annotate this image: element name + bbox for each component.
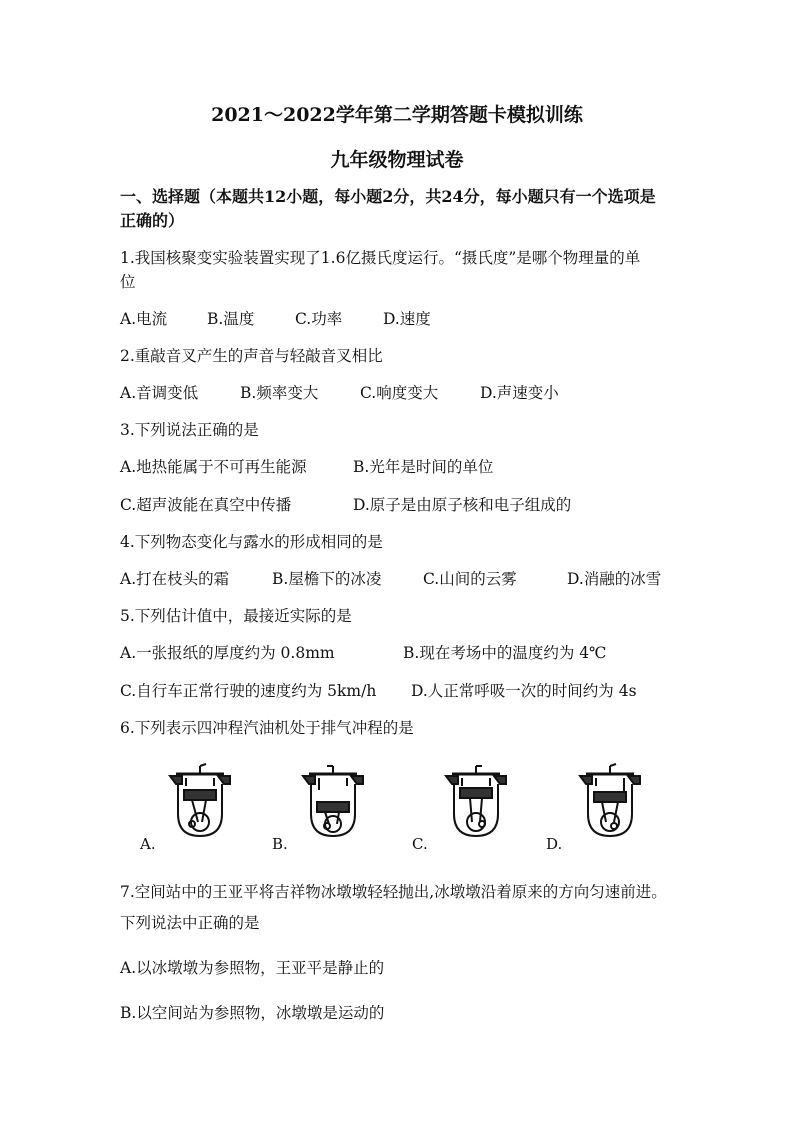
q1-option-a[interactable]: A.电流 [120, 310, 168, 328]
q4-option-c[interactable]: C.山间的云雾 [423, 570, 517, 588]
engine-label-c: C. [412, 835, 428, 853]
question-1-stem-cont: 位 [120, 273, 136, 291]
question-6-stem: 6.下列表示四冲程汽油机处于排气冲程的是 [120, 719, 414, 737]
q4-option-b[interactable]: B.屋檐下的冰凌 [272, 570, 382, 588]
q7-option-a[interactable]: A.以冰墩墩为参照物，王亚平是静止的 [120, 959, 385, 977]
q3-option-c[interactable]: C.超声波能在真空中传播 [120, 496, 292, 514]
q5-option-b[interactable]: B.现在考场中的温度约为 4℃ [403, 644, 607, 662]
question-2-stem: 2.重敲音叉产生的声音与轻敲音叉相比 [120, 347, 383, 365]
engine-diagram-b[interactable] [295, 762, 371, 842]
q2-option-c[interactable]: C.响度变大 [360, 384, 439, 402]
question-7-stem-cont: 下列说法中正确的是 [120, 914, 260, 932]
engine-diagram-a[interactable] [162, 762, 238, 842]
q1-option-b[interactable]: B.温度 [207, 310, 255, 328]
q2-option-b[interactable]: B.频率变大 [240, 384, 319, 402]
q4-option-a[interactable]: A.打在枝头的霜 [120, 570, 230, 588]
engine-label-b: B. [272, 835, 288, 853]
q3-option-b[interactable]: B.光年是时间的单位 [353, 458, 494, 476]
engine-diagram-d[interactable] [572, 762, 648, 842]
q7-option-b[interactable]: B.以空间站为参照物，冰墩墩是运动的 [120, 1004, 385, 1022]
q2-option-a[interactable]: A.音调变低 [120, 384, 199, 402]
engine-label-a: A. [140, 835, 156, 853]
question-7-stem: 7.空间站中的王亚平将吉祥物冰墩墩轻轻抛出,冰墩墩沿着原来的方向匀速前进。 [120, 883, 667, 901]
question-4-stem: 4.下列物态变化与露水的形成相同的是 [120, 533, 383, 551]
q4-option-d[interactable]: D.消融的冰雪 [567, 570, 662, 588]
engine-diagram-c[interactable] [438, 762, 514, 842]
exam-title: 2021～2022学年第二学期答题卡模拟训练 [211, 104, 583, 126]
q3-option-d[interactable]: D.原子是由原子核和电子组成的 [353, 496, 572, 514]
q3-option-a[interactable]: A.地热能属于不可再生能源 [120, 458, 307, 476]
exam-subtitle: 九年级物理试卷 [330, 149, 464, 171]
q1-option-c[interactable]: C.功率 [295, 310, 343, 328]
question-1-stem: 1.我国核聚变实验装置实现了1.6亿摄氏度运行。“摄氏度”是哪个物理量的单 [120, 249, 641, 267]
q5-option-d[interactable]: D.人正常呼吸一次的时间约为 4s [411, 682, 637, 700]
q2-option-d[interactable]: D.声速变小 [480, 384, 559, 402]
question-3-stem: 3.下列说法正确的是 [120, 421, 259, 439]
engine-label-d: D. [546, 835, 563, 853]
section-heading-cont: 正确的） [120, 211, 185, 230]
q5-option-c[interactable]: C.自行车正常行驶的速度约为 5km/h [120, 682, 377, 700]
q1-option-d[interactable]: D.速度 [383, 310, 431, 328]
question-5-stem: 5.下列估计值中，最接近实际的是 [120, 607, 352, 625]
q5-option-a[interactable]: A.一张报纸的厚度约为 0.8mm [120, 644, 335, 662]
section-heading: 一、选择题（本题共12小题，每小题2分，共24分，每小题只有一个选项是 [120, 187, 656, 206]
